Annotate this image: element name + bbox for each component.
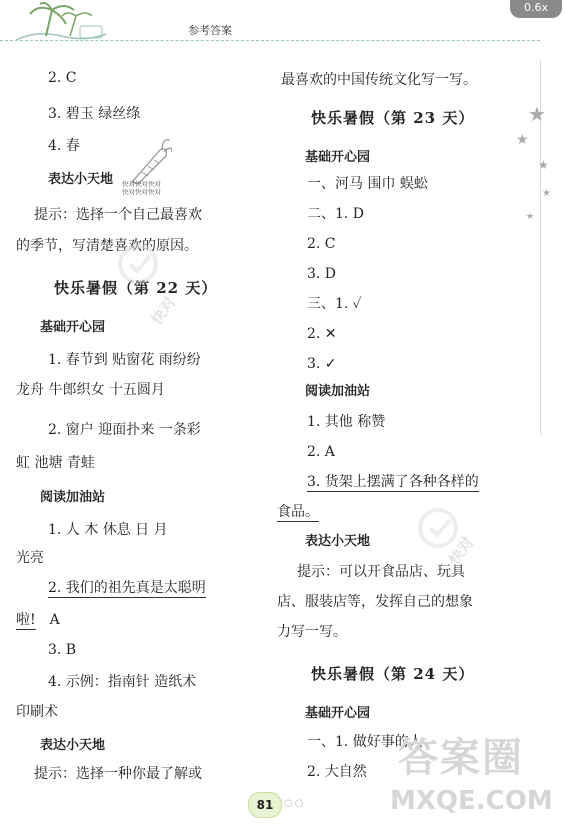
- section-heading: 阅读加油站: [40, 490, 106, 505]
- text-line: 提示：可以开食品店、玩具: [297, 564, 465, 580]
- answer-line: 4. 春: [48, 138, 80, 154]
- answer-line: 3. 货架上摆满了各种各样的: [307, 474, 479, 490]
- answer-line: 1. 春节到 贴窗花 雨纷纷: [48, 352, 201, 368]
- answer-line: 2. 我们的祖先真是太聪明: [48, 580, 206, 596]
- answer-line: 啦! A: [16, 612, 60, 628]
- page-header: [0, 0, 565, 50]
- watermark-brand: 答案圈: [398, 735, 524, 781]
- answer-line: 1. 其他 称赞: [307, 414, 386, 430]
- day-heading: 快乐暑假（第 22 天）: [54, 279, 218, 297]
- answer-line: 二、1. D: [307, 206, 365, 222]
- answer-line: 2. 窗户 迎面扑来 一条彩: [48, 422, 201, 438]
- text-line: 力写一写。: [277, 624, 347, 640]
- kuaidui-watermark-icon: [410, 500, 480, 570]
- answer-line: 2. 大自然: [307, 764, 367, 780]
- day-heading: 快乐暑假（第 23 天）: [311, 109, 475, 127]
- answer-line: 3. 碧玉 绿丝绦: [48, 106, 141, 122]
- text-line: 的季节，写清楚喜欢的原因。: [16, 238, 198, 254]
- page-number-dots: ○○: [284, 798, 306, 809]
- section-heading: 基础开心园: [40, 320, 106, 335]
- text-line: 最喜欢的中国传统文化写一写。: [281, 72, 477, 88]
- answer-line: 4. 示例：指南针 造纸术: [48, 674, 197, 690]
- header-dashed-line: [0, 40, 540, 41]
- star-icon: ★: [516, 132, 529, 148]
- star-icon: ★: [542, 188, 551, 199]
- page-title: 参考答案: [188, 24, 232, 37]
- zoom-badge[interactable]: 0.6x: [510, 0, 562, 18]
- answer-line: 2. C: [307, 236, 336, 252]
- carrot-label: 快对快对快对 快对快对快对: [122, 180, 161, 196]
- answer-line: 光亮: [16, 550, 44, 566]
- answer-line: 三、1. ✓: [307, 296, 362, 312]
- section-heading: 基础开心园: [305, 150, 371, 165]
- kuaidui-watermark-icon: [110, 236, 180, 306]
- answer-line: 2. C: [48, 70, 77, 86]
- answer-line: 虹 池塘 青蛙: [16, 455, 95, 471]
- answer-line: 2. ✕: [307, 326, 337, 342]
- palm-tree-logo-icon: [6, 0, 116, 44]
- section-heading: 阅读加油站: [305, 384, 371, 399]
- section-heading: 表达小天地: [48, 172, 114, 187]
- section-heading: 表达小天地: [305, 534, 371, 549]
- answer-line: 2. A: [307, 444, 335, 460]
- watermark-text: 快对: [147, 293, 180, 329]
- answer-line: 1. 人 木 休息 日 月: [48, 522, 168, 538]
- star-icon: ★: [526, 212, 535, 222]
- text-line: 店、服装店等，发挥自己的想象: [277, 594, 473, 610]
- answer-line: 龙舟 牛郎织女 十五圆月: [16, 382, 165, 398]
- section-heading: 表达小天地: [40, 738, 106, 753]
- answer-line: 3. D: [307, 266, 337, 282]
- section-heading: 基础开心园: [305, 706, 371, 721]
- text-line: 提示：选择一个自己最喜欢: [34, 207, 202, 223]
- day-heading: 快乐暑假（第 24 天）: [311, 665, 475, 683]
- page-number: 81: [248, 792, 282, 818]
- text-line: 提示：选择一种你最了解或: [34, 766, 202, 782]
- star-icon: ★: [528, 102, 546, 126]
- answer-line: 食品。: [277, 504, 319, 520]
- answer-line: 3. ✓: [307, 356, 337, 372]
- watermark-text: 快对: [445, 533, 478, 569]
- star-icon: ★: [538, 158, 549, 172]
- answer-line: 印刷术: [16, 704, 58, 720]
- answer-line: 一、1. 做好事的人: [307, 734, 423, 750]
- watermark-site: MXQE.COM: [390, 786, 553, 816]
- answer-line: 一、河马 围巾 蜈蚣: [307, 176, 428, 192]
- answer-line: 3. B: [48, 642, 77, 658]
